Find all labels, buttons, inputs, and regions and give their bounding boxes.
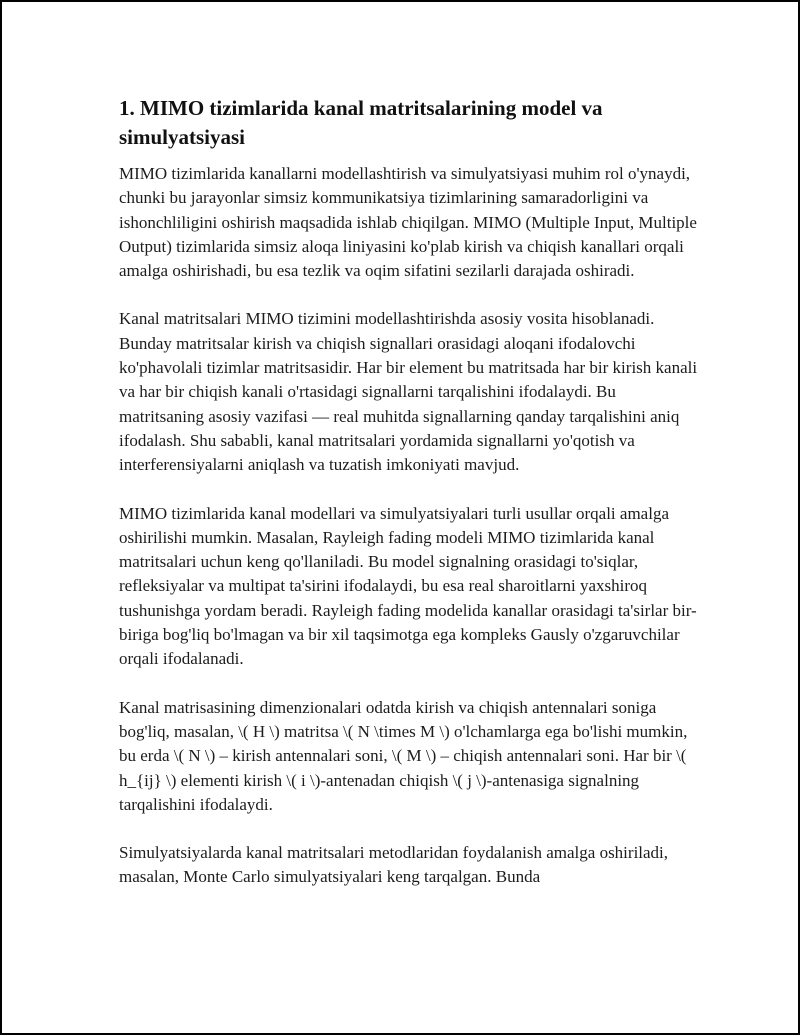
paragraph-3: MIMO tizimlarida kanal modellari va simulyatsiyalari turli usullar orqali amalga oshirilishi mumkin. Masalan, Rayleigh fading modeli MIMO tizimlarida kanal matritsalari uchun keng qo'llaniladi. Bu model signalning orasidagi to'siqlar, refleksiyalar va multipat ta'sirini ifodalaydi, bu esa real sharoitlarni yaxshiroq tushunishga yordam beradi. Rayleigh fading modelida kanallar orasidagi ta'sirlar bir-biriga bog'liq bo'lmagan va bir xil taqsimotga ega kompleks Gausly o'zgaruvchilar orqali ifodalanadi.	[119, 503, 697, 669]
paragraph-4: Kanal matrisasining dimenzionalari odatda kirish va chiqish antennalari soniga bog'liq, masalan, \( H \) matritsa \( N \times M \) o'lchamlarga ega bo'lishi mumkin, bu erda \( N \) – kirish antennalari soni, \( M \) – chiqish antennalari soni. Har bir \( h_{ij} \) elementi kirish \( i \)-antenadan chiqish \( j \)-antenasiga signalning tarqalishini ifodalaydi.	[119, 697, 688, 814]
document-body	[119, 94, 701, 914]
paragraph-1: MIMO tizimlarida kanallarni modellashtirish va simulyatsiyasi muhim rol o'ynaydi, chunki bu jarayonlar simsiz kommunikatsiya tizimlarining samaradorligini va ishonchliligini oshirish maqsadida ishlab chiqilgan. MIMO (Multiple Input, Multiple Output) tizimlarida simsiz aloqa liniyasini ko'plab kirish va chiqish kanallari orqali amalga oshirishadi, bu esa tezlik va oqim sifatini sezilarli darajada oshiradi.	[119, 164, 697, 281]
paragraph-5: Simulyatsiyalarda kanal matritsalari metodlaridan foydalanish amalga oshiriladi, masalan, Monte Carlo simulyatsiyalari keng tarqalgan. Bunda	[119, 843, 669, 887]
section-heading: 1. MIMO tizimlarida kanal matritsalarining model va simulyatsiyasi	[119, 96, 603, 149]
paragraph-2: Kanal matritsalari MIMO tizimini modellashtirishda asosiy vosita hisoblanadi. Bunday matritsalar kirish va chiqish signallari orasidagi aloqani ifodalovchi ko'phavolali tizimlar matritsasidir. Har bir element bu matritsada har bir kirish kanali va har bir chiqish kanali o'rtasidagi signallarni tarqalishini ifodalaydi. Bu matritsaning asosiy vazifasi — real muhitda signallarning qanday tarqalishini aniq ifodalash. Shu sababli, kanal matritsalari yordamida signallarni yo'qotish va interferensiyalarni aniqlash va tuzatish imkoniyati mavjud.	[119, 309, 698, 475]
